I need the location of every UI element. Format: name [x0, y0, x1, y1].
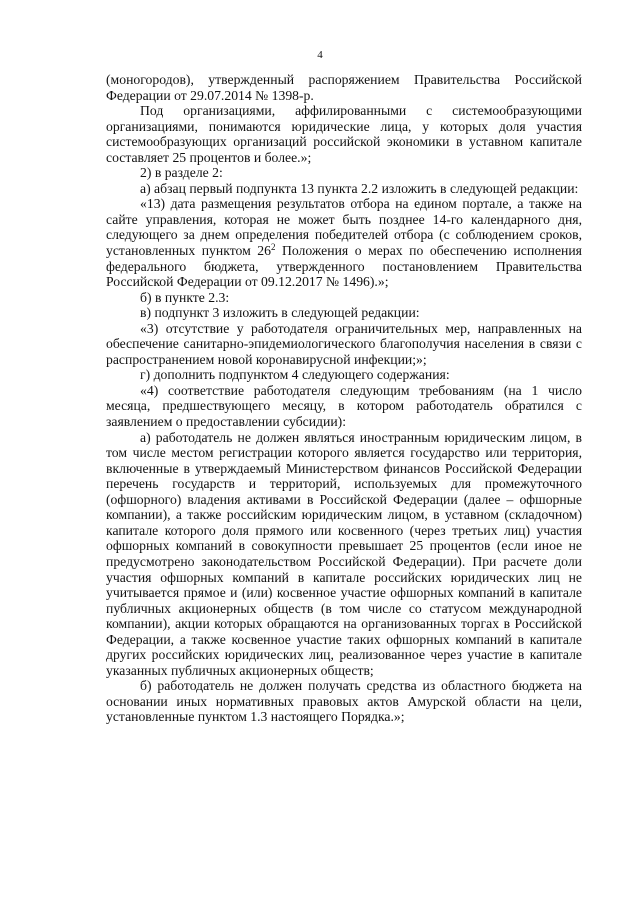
- paragraph-item-v: в) подпункт 3 изложить в следующей редакции:: [140, 305, 420, 321]
- paragraph-section-2: 2) в разделе 2:: [140, 165, 223, 181]
- paragraph-subitem-3: «3) отсутствие у работодателя ограничительных мер, направленных на обеспечение санитарно-эпидемиологического благополучия населения в связи с распространением новой коронавирусной инфекции;»;: [106, 320, 582, 367]
- page-number: 4: [317, 49, 323, 61]
- document-body: [106, 72, 582, 725]
- paragraph-requirement-b: б) работодатель не должен получать средства из областного бюджета на основании иных нормативных правовых актов Амурской области на цели, установленные пунктом 1.3 настоящего Порядка.»;: [106, 678, 582, 725]
- paragraph-item-g: г) дополнить подпунктом 4 следующего содержания:: [140, 367, 450, 383]
- paragraph-subitem-4: «4) соответствие работодателя следующим требованиям (на 1 число месяца, предшествующего месяцу, в котором работодатель обратился с заявлением о предоставлении субсидии):: [106, 382, 582, 430]
- item-13-superscript: 2: [270, 242, 276, 253]
- paragraph-affiliated-organizations: Под организациями, аффилированными с системообразующими организациями, понимаются юридические лица, у которых доля участия системообразующих организаций российской экономики в уставном капитале составляет 25 процентов и более.»;: [106, 103, 582, 165]
- paragraph-requirement-a: а) работодатель не должен являться иностранным юридическим лицом, в том числе местом регистрации которого является государство или территория, включенные в утверждаемый Министерством финансов Российской Федерации перечень государств и территорий, используемых для промежуточного (офшорного) владения активами в Российской Федерации (далее – офшорные компании), а также российским юридическим лицом, в уставном (складочном) капитале которого доля прямого или косвенного (через третьих лиц) участия офшорных компаний в совокупности превышает 25 процентов (если иное не предусмотрено законодательством Российской Федерации). При расчете доли участия офшорных компаний в капитале российских юридических лиц не учитывается прямое и (или) косвенное участие офшорных компаний в капитале публичных акционерных обществ (в том числе со статусом международной компании), акции которых обращаются на организованных торгах в Российской Федерации, а также косвенное участие таких офшорных компаний в капитале других российских юридических лиц, реализованное через участие в капитале указанных публичных акционерных обществ;: [106, 429, 582, 678]
- item-13-text-before: «13) дата размещения результатов отбора на едином портале, а также на сайте управления, которая не может быть позднее 14-го календарного дня, следующего за днем определения победителей отбора (с соблюдением сроков, установленных пунктом 26: [106, 196, 582, 259]
- paragraph-item-a: а) абзац первый подпункта 13 пункта 2.2 изложить в следующей редакции:: [140, 180, 579, 196]
- paragraph-item-13: [106, 196, 582, 289]
- paragraph-item-b: б) в пункте 2.3:: [140, 289, 230, 305]
- paragraph-monogorod-continuation: (моногородов), утвержденный распоряжением Правительства Российской Федерации от 29.07.2014 № 1398-р.: [106, 72, 582, 103]
- item-13-text-after: Положения о мерах по обеспечению исполнения федерального бюджета, утвержденного постановлением Правительства Российской Федерации от 09.12.2017 № 1496).»;: [106, 243, 582, 290]
